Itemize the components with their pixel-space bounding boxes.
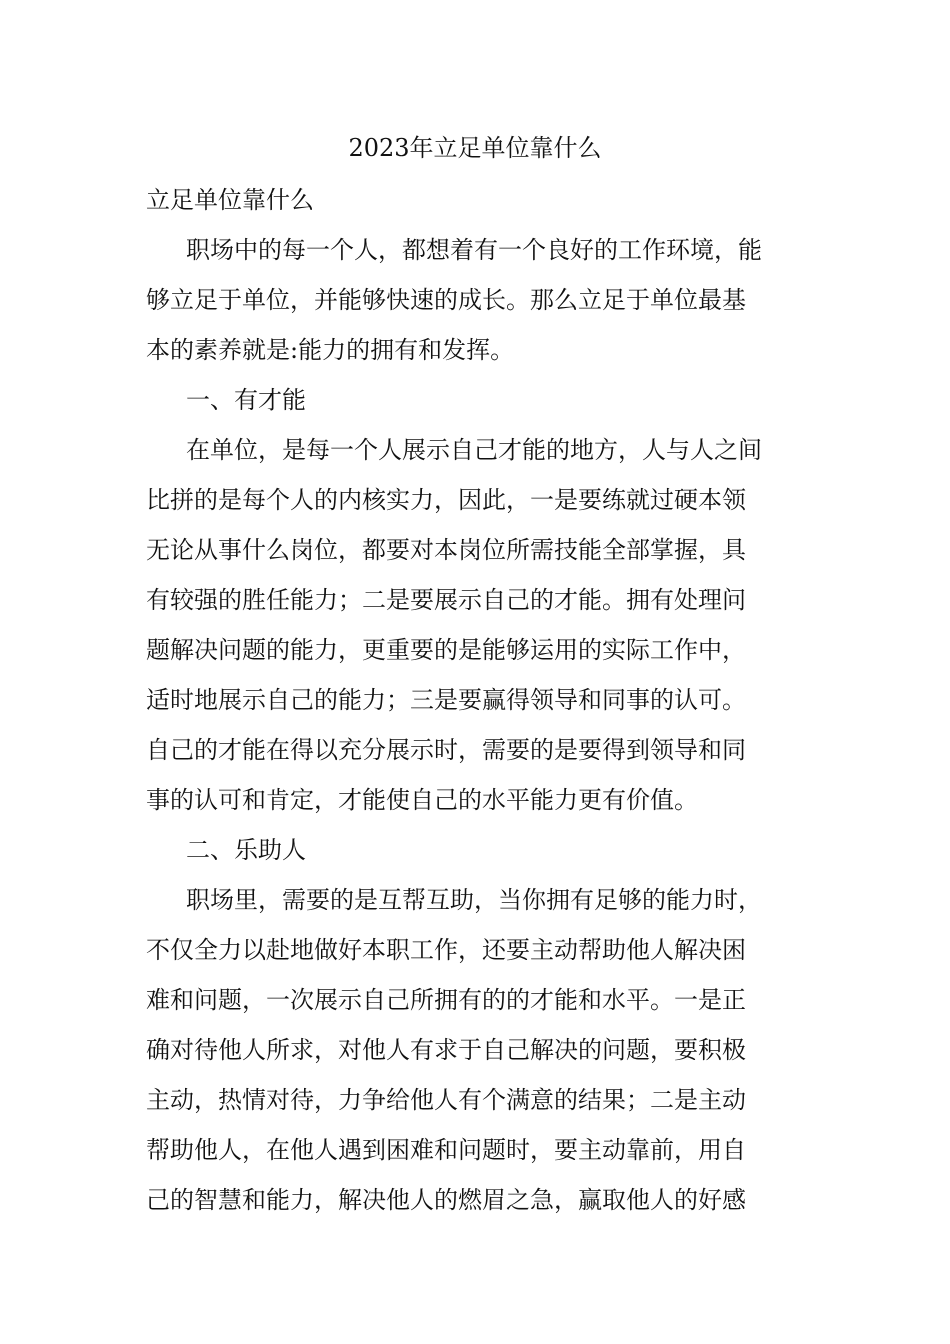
section-heading: 一、有才能 [186, 386, 306, 414]
text-line: 事的认可和肯定，才能使自己的水平能力更有价值。 [146, 786, 698, 814]
text-line: 职场中的每一个人，都想着有一个良好的工作环境，能 [186, 236, 762, 264]
text-line: 确对待他人所求，对他人有求于自己解决的问题，要积极 [146, 1036, 746, 1064]
text-line: 主动，热情对待，力争给他人有个满意的结果；二是主动 [146, 1086, 746, 1114]
text-line: 己的智慧和能力，解决他人的燃眉之急，赢取他人的好感 [146, 1186, 746, 1214]
text-line: 不仅全力以赴地做好本职工作，还要主动帮助他人解决困 [146, 936, 746, 964]
section-heading: 二、乐助人 [186, 836, 306, 864]
text-line: 比拼的是每个人的内核实力，因此，一是要练就过硬本领 [146, 486, 746, 514]
text-line: 有较强的胜任能力；二是要展示自己的才能。拥有处理问 [146, 586, 746, 614]
text-line: 在单位，是每一个人展示自己才能的地方，人与人之间 [186, 436, 762, 464]
text-line: 职场里，需要的是互帮互助，当你拥有足够的能力时， [186, 886, 762, 914]
document-title: 2023年立足单位靠什么 [348, 134, 602, 162]
text-line: 难和问题，一次展示自己所拥有的的才能和水平。一是正 [146, 986, 746, 1014]
text-line: 帮助他人，在他人遇到困难和问题时，要主动靠前，用自 [146, 1136, 746, 1164]
text-line: 题解决问题的能力，更重要的是能够运用的实际工作中， [146, 636, 746, 664]
text-line: 适时地展示自己的能力；三是要赢得领导和同事的认可。 [146, 686, 746, 714]
text-line: 够立足于单位，并能够快速的成长。那么立足于单位最基 [146, 286, 746, 314]
text-line: 自己的才能在得以充分展示时，需要的是要得到领导和同 [146, 736, 746, 764]
document-subtitle: 立足单位靠什么 [146, 186, 314, 214]
text-line: 本的素养就是:能力的拥有和发挥。 [146, 336, 515, 364]
text-line: 无论从事什么岗位，都要对本岗位所需技能全部掌握，具 [146, 536, 746, 564]
